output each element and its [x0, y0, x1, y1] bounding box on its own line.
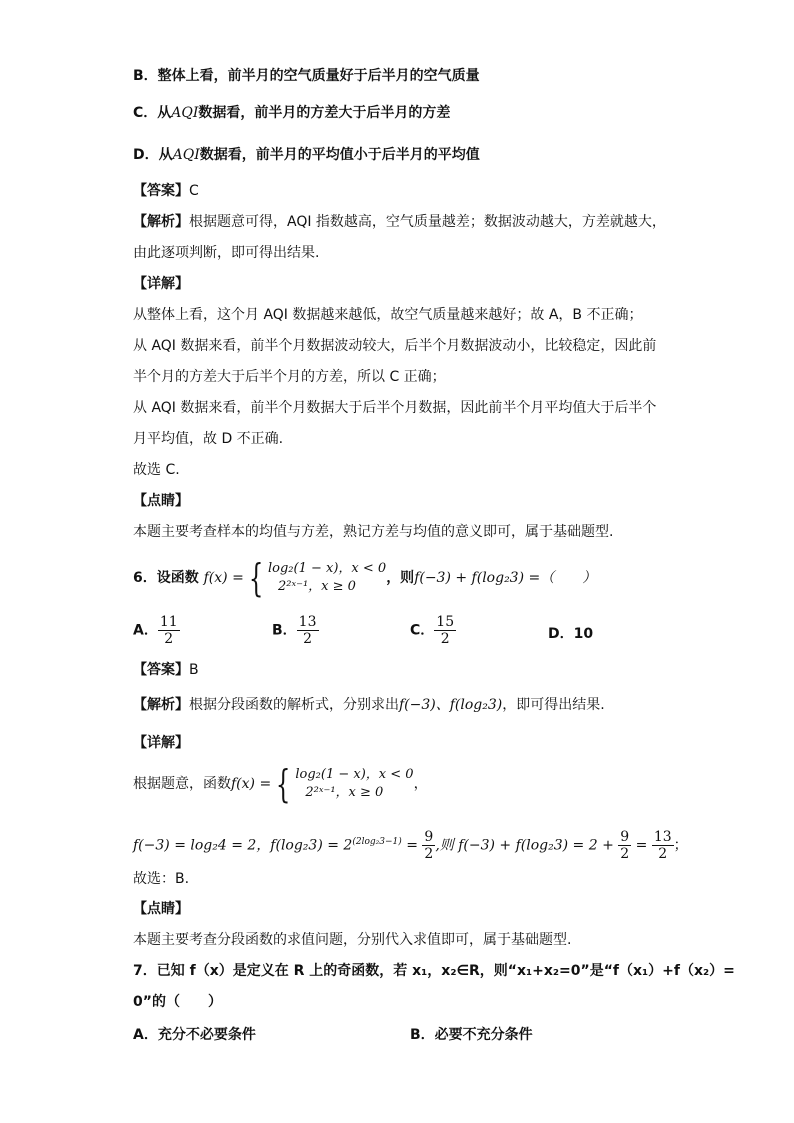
q5-detail-line1: 从整体上看，这个月 AQI 数据越来越低，故空气质量越来越好；故 A，B 不正确； — [133, 307, 643, 323]
q6-comment-tag: 【点睛】 — [133, 901, 189, 917]
q5-comment: 本题主要考查样本的均值与方差，熟记方差与均值的意义即可，属于基础题型. — [133, 524, 614, 540]
q5-answer: 【答案】C — [133, 183, 199, 199]
q6-answer: 【答案】B — [133, 662, 199, 678]
q6-detail-function: 根据题意，函数f(x) = { log₂(1 − x)，x < 0 2²ˣ⁻¹，x ≥ 0 ， — [133, 762, 428, 806]
q5-detail-line2: 从 AQI 数据来看，前半个月数据波动较大，后半个月数据波动小，比较稳定，因此前 — [133, 338, 657, 354]
q6-option-b: B． $\frac{13}{2}$ — [272, 614, 317, 647]
q7-option-b: B．必要不充分条件 — [410, 1027, 533, 1043]
q5-option-b: B．整体上看，前半月的空气质量好于后半月的空气质量 — [133, 68, 480, 84]
q5-analysis-line1: 【解析】根据题意可得，AQI 指数越高，空气质量越差；数据波动越大，方差就越大， — [133, 214, 666, 230]
q5-choose: 故选 C. — [133, 462, 180, 478]
q5-detail-line3: 半个月的方差大于后半个月的方差，所以 C 正确； — [133, 369, 446, 385]
q5-detail-line5: 月平均值，故 D 不正确. — [133, 431, 284, 447]
q6-stem: 6．设函数 f(x) = { log₂(1 − x)，x < 0 2²ˣ⁻¹，x ≥ 0 ，则f(−3) + f(log₂3) =（ ） — [133, 556, 597, 600]
q6-comment: 本题主要考查分段函数的求值问题，分别代入求值即可，属于基础题型. — [133, 932, 572, 948]
q7-stem-line1: 7．已知 f（x）是定义在 R 上的奇函数，若 x₁，x₂∈R，则“x₁+x₂=0”是“f（x₁）+f（x₂）= — [133, 963, 735, 979]
q6-option-c: C． $\frac{15}{2}$ — [410, 614, 455, 647]
q5-option-d: D．从AQI数据看，前半月的平均值小于后半月的平均值 — [133, 147, 480, 163]
q6-calculation: f(−3) = log₂4 = 2，$f(\log_23) = 2^{(2log_23-1)}$ = $\frac{9}{2}$ ,则 f(−3) + f(log₂3) = 2 + $\frac{9}{2}$ = $\frac{13}{2}$ ； — [133, 829, 688, 863]
q6-option-a: A． $\frac{11}{2}$ — [133, 614, 178, 647]
q6-choose: 故选：B. — [133, 871, 190, 887]
q5-comment-tag: 【点睛】 — [133, 493, 189, 509]
q5-analysis-line2: 由此逐项判断，即可得出结果. — [133, 245, 320, 261]
q7-option-a: A．充分不必要条件 — [133, 1027, 256, 1043]
q6-option-d: D．10 — [548, 626, 594, 642]
q7-stem-line2: 0”的（ ） — [133, 994, 222, 1010]
q5-detail-line4: 从 AQI 数据来看，前半个月数据大于后半个月数据，因此前半个月平均值大于后半个 — [133, 400, 657, 416]
q6-analysis: 【解析】根据分段函数的解析式，分别求出f(−3)、f(log₂3)，即可得出结果. — [133, 697, 605, 713]
q6-detail-tag: 【详解】 — [133, 735, 189, 751]
q5-option-c: C．从AQI数据看，前半月的方差大于后半月的方差 — [133, 105, 451, 121]
q5-detail-tag: 【详解】 — [133, 276, 189, 292]
